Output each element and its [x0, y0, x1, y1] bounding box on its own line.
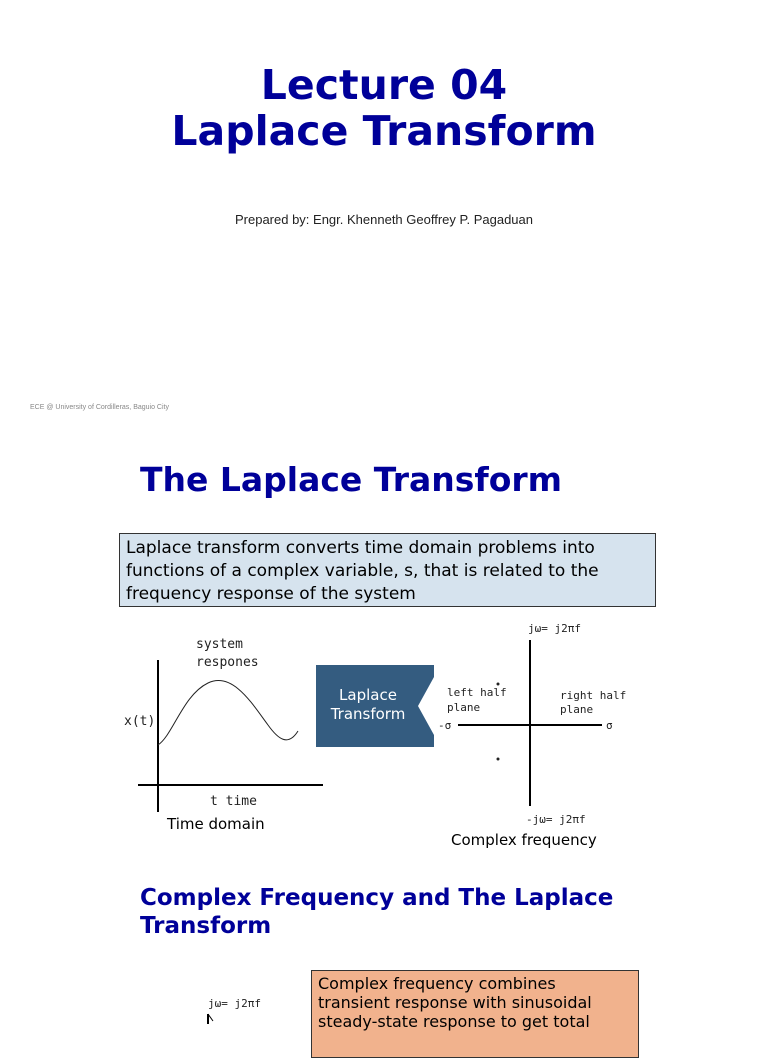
complex-plane-axis-label: jω= j2πf	[208, 997, 261, 1010]
neg-sigma-label: -σ	[438, 719, 452, 732]
transform-label-line-1: Laplace	[339, 686, 397, 704]
laplace-transform-slide	[0, 430, 768, 860]
transform-label	[316, 686, 420, 724]
definition-box: Laplace transform converts time domain problems into functions of a complex variable, s, that is related to the frequency response of the system	[119, 533, 656, 607]
caption-complex-frequency: Complex frequency	[451, 831, 597, 849]
time-plot-x-label: t time	[210, 794, 257, 809]
lecture-number: Lecture 04	[260, 61, 508, 109]
lecture-title: Laplace Transform	[171, 107, 597, 155]
info-box: Complex frequency combines transient response with sinusoidal steady-state response to get total	[311, 970, 639, 1058]
pole-marker-upper	[497, 683, 500, 686]
time-plot-y-label: x(t)	[124, 714, 156, 729]
right-half-label-1: right half	[560, 689, 627, 702]
pole-marker-lower	[497, 758, 500, 761]
prepared-by: Prepared by: Engr. Khenneth Geoffrey P. Pagaduan	[234, 212, 534, 227]
s-plane-top-label: jω= j2πf	[528, 622, 581, 635]
s-plane-plot	[438, 618, 627, 836]
time-plot-label-top-1: system	[196, 637, 243, 652]
slide-title: The Laplace Transform	[140, 460, 563, 499]
system-response-curve	[158, 680, 298, 745]
right-half-label-2: plane	[560, 703, 594, 716]
left-half-label-1: left half	[447, 686, 507, 699]
time-domain-plot	[118, 625, 328, 815]
slide-footer: ECE @ University of Cordilleras, Baguio City	[30, 404, 169, 411]
title-slide	[0, 0, 768, 430]
transform-label-line-2: Transform	[330, 705, 406, 723]
slide-title: Complex Frequency and The Laplace Transform	[140, 885, 614, 939]
left-half-label-2: plane	[447, 701, 481, 714]
sigma-label: σ	[606, 719, 613, 732]
s-plane-bottom-label: -jω= j2πf	[526, 813, 586, 826]
complex-plane-plot	[200, 990, 290, 1024]
complex-frequency-slide	[0, 860, 768, 1031]
caption-time-domain: Time domain	[167, 815, 265, 833]
time-plot-label-top-2: respones	[196, 655, 259, 670]
